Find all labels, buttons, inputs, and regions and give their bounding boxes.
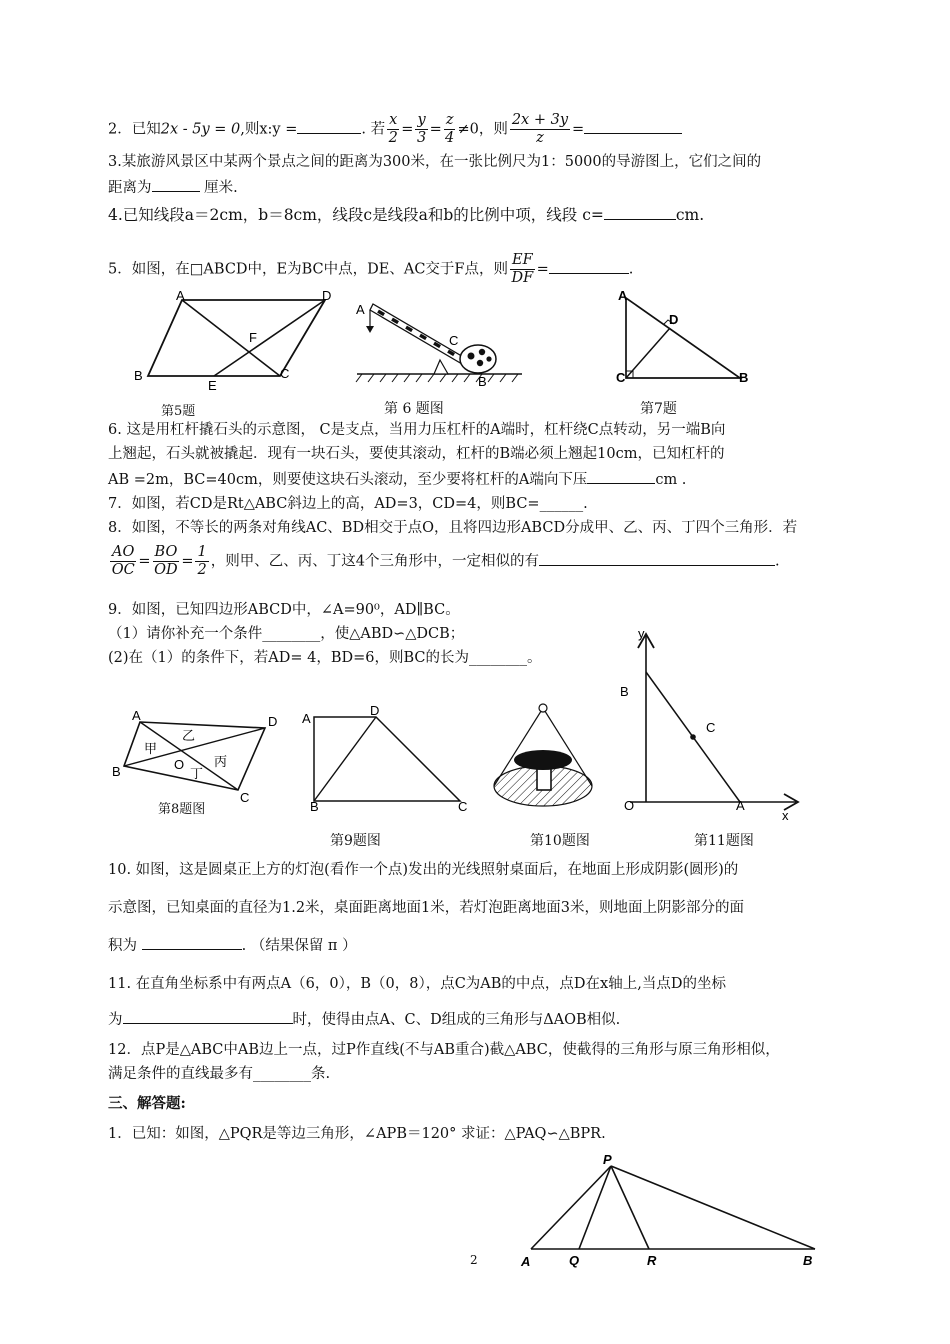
fig11-label-x: x (782, 808, 789, 823)
fig11-caption: 第11题图 (694, 833, 754, 849)
q3-line2: 距离为 厘米. (108, 176, 238, 198)
q3-line1: 3.某旅游风景区中某两个景点之间的距离为300米，在一张比例尺为1：5000的导游图上，它们之间的 (108, 154, 762, 170)
figure-11-coordinate-plane (612, 626, 812, 825)
q3-blank[interactable] (152, 176, 200, 192)
q2-line: 2．已知2x - 5y = 0,则x:y = . 若 $\frac{x}{2}$ = $\frac{y}{3}$ = $\frac{z}{4}$ ≠0，则 $\frac{2x + 3y}{z}$ = (108, 112, 682, 147)
q6-line1: 6. 这是用杠杆撬石头的示意图， C是支点，当用力压杠杆的A端时，杠杆绕C点转动，另一端B向 (108, 422, 726, 438)
figure-proof-triangles (515, 1152, 815, 1272)
q2-blank-fraction[interactable] (584, 118, 682, 134)
figure-8-quadrilateral (110, 706, 290, 805)
fig11-label-c: C (706, 720, 716, 735)
q5-blank[interactable] (549, 258, 629, 274)
fig8-label-jia: 甲 (144, 741, 158, 756)
section-title: 三、解答题: (108, 1095, 186, 1112)
fig7-label-a: A (618, 288, 628, 303)
figure-7-right-triangle (612, 288, 762, 388)
q9-line3: (2)在（1）的条件下，若AD= 4，BD=6，则BC的长为________。 (108, 650, 542, 666)
q11-line1: 11. 在直角坐标系中有两点A（6，0），B（0，8），点C为AB的中点，点D在x轴上,当点D的坐标 (108, 976, 726, 992)
q11-line2: 为 时，使得由点A、C、D组成的三角形与ΔAOB相似. (108, 1008, 620, 1030)
fig8-label-bing: 丙 (214, 754, 228, 769)
fig8-label-c: C (240, 790, 250, 805)
figp-label-a: A (521, 1254, 531, 1269)
fig9-label-b: B (310, 799, 319, 814)
fig9-label-a: A (302, 711, 311, 726)
q9-line2: （1）请你补充一个条件________，使△ABD∽△DCB； (108, 626, 465, 642)
fig7-label-c: C (616, 370, 626, 385)
fig5-label-c: C (280, 366, 290, 381)
fig5-caption: 第5题 (161, 404, 196, 419)
q4-blank[interactable] (604, 204, 676, 220)
fig9-label-d: D (370, 703, 380, 718)
fig11-label-a: A (736, 798, 745, 813)
figure-10-lamp-cone (488, 700, 600, 815)
fig8-label-o: O (174, 757, 185, 772)
q6-blank[interactable] (587, 468, 655, 484)
fig5-label-b: B (134, 368, 143, 383)
fig10-caption: 第10题图 (530, 833, 590, 849)
fig8-label-ding: 丁 (190, 766, 204, 781)
fig8-label-b: B (112, 764, 121, 779)
q2-blank-ratio[interactable] (297, 118, 361, 134)
figure-6-lever (352, 300, 532, 390)
fig7-label-b: B (739, 370, 749, 385)
fig7-caption: 第7题 (640, 401, 677, 417)
q4-line: 4.已知线段a＝2cm，b＝8cm，线段c是线段a和b的比例中项，线段 c= cm. (108, 206, 705, 224)
q6-line3: AB =2m，BC=40cm，则要使这块石头滚动，至少要将杠杆的A端向下压 cm . (108, 468, 686, 490)
figp-label-b: B (803, 1253, 813, 1268)
q11-blank[interactable] (123, 1008, 293, 1024)
fig5-label-d: D (322, 288, 332, 303)
q10-line1: 10. 如图，这是圆桌正上方的灯泡(看作一个点)发出的光线照射桌面后，在地面上形成阴影(圆形)的 (108, 862, 739, 878)
fig6-label-c: C (449, 333, 459, 348)
q12-line1: 12．点P是△ABC中AB边上一点，过P作直线(不与AB重合)截△ABC，使截得的三角形与原三角形相似， (108, 1042, 780, 1058)
figure-9-trapezoid (298, 703, 478, 814)
q10-line2: 示意图，已知桌面的直径为1.2米，桌面距离地面1米，若灯泡距离地面3米，则地面上阴影部分的面 (108, 900, 745, 916)
fig9-caption: 第9题图 (330, 833, 381, 849)
fig7-label-d: D (669, 312, 679, 327)
fig5-label-a: A (176, 288, 185, 303)
q6-line2: 上翘起，石头就被撬起．现有一块石头，要使其滚动，杠杆的B端必须上翘起10cm，已知杠杆的 (108, 446, 725, 462)
figp-label-p: P (603, 1152, 612, 1167)
p1-line: 1．已知：如图，△PQR是等边三角形，∠APB＝120° 求证：△PAQ∽△BPR. (108, 1126, 606, 1142)
fig6-label-b: B (478, 374, 487, 389)
figp-label-r: R (647, 1253, 657, 1268)
fig8-label-d: D (268, 714, 278, 729)
fig6-label-a: A (356, 302, 365, 317)
q10-line3: 积为 . （结果保留 π ） (108, 934, 357, 956)
fig5-label-e: E (208, 378, 217, 393)
fig9-label-c: C (458, 799, 468, 814)
page-number: 2 (470, 1253, 478, 1267)
q10-blank[interactable] (142, 934, 242, 950)
q7-line: 7．如图，若CD是Rt△ABC斜边上的高，AD=3，CD=4，则BC=______. (108, 496, 588, 512)
fig8-label-a: A (132, 708, 141, 723)
q12-line2: 满足条件的直线最多有________条. (108, 1066, 331, 1082)
fig11-label-b: B (620, 684, 629, 699)
q8-line2: $\frac{AO}{OC}$ = $\frac{BO}{OD}$ = $\frac{1}{2}$ ，则甲、乙、丙、丁这4个三角形中，一定相似的有 . (111, 544, 780, 578)
fig6-caption: 第 6 题图 (384, 401, 444, 417)
q8-line1: 8．如图，不等长的两条对角线AC、BD相交于点O，且将四边形ABCD分成甲、乙、丙、丁四个三角形．若 (108, 520, 798, 536)
figure-5-parallelogram (130, 288, 340, 393)
q5-line: 5．如图，在□ABCD中，E为BC中点，DE、AC交于F点，则 $\frac{EF}{DF}$ = . (108, 252, 634, 286)
fig8-label-yi: 乙 (182, 728, 196, 743)
fig11-label-y: y (638, 626, 645, 641)
fig11-label-o: O (624, 798, 635, 813)
fig5-label-f: F (249, 330, 257, 345)
figp-label-q: Q (569, 1253, 580, 1268)
fig8-caption: 第8题图 (158, 802, 206, 817)
q8-blank[interactable] (539, 550, 775, 566)
q9-line1: 9．如图，已知四边形ABCD中，∠A=90⁰，AD∥BC。 (108, 602, 460, 618)
